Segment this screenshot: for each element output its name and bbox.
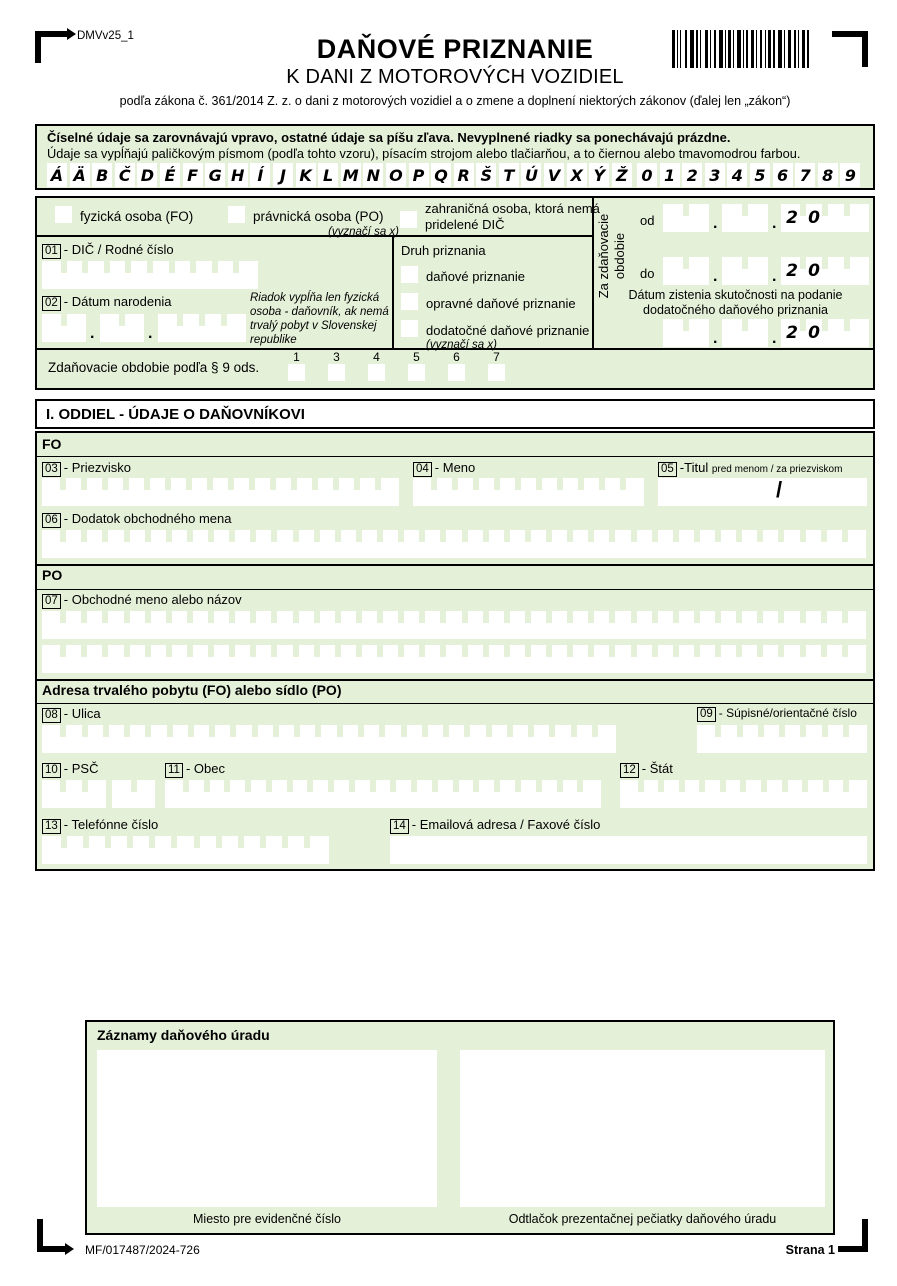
field02-note: Riadok vypĺňa len fyzická osoba - daňovník, ak nemá trvalý pobyt v Slovenskej republike [250,292,389,346]
corrective-declaration-checkbox[interactable] [401,293,418,310]
field01-label: 01 - DIČ / Rodné číslo [42,242,174,259]
field02-month-input[interactable] [100,314,144,342]
sample-char-cell: 8 [818,163,838,187]
field10-label: 10 - PSČ [42,761,98,778]
char-cell[interactable] [134,780,156,808]
field01-number: 01 [42,244,61,259]
sample-char-cell: F [183,163,203,187]
field12-number: 12 [620,763,639,778]
year-prefill-0: 0 [803,257,825,285]
p9-checkbox-6[interactable] [448,364,465,381]
char-cell[interactable] [224,314,246,342]
field07-input-row1[interactable] [42,611,866,639]
char-cell[interactable] [236,261,258,289]
declaration-option2: opravné daňové priznanie [426,296,576,311]
char-cell[interactable] [845,611,866,639]
char-cell[interactable] [847,319,869,347]
po-note: (vyznačí sa x) [328,226,399,238]
fo-checkbox[interactable] [55,206,72,223]
p9-checkbox-1[interactable] [288,364,305,381]
divider [37,679,873,681]
p9-number-1: 1 [293,350,300,364]
sample-letters [47,163,632,187]
p9-number-6: 6 [453,350,460,364]
field11-number: 11 [165,763,183,778]
period-to-year[interactable] [781,257,869,285]
char-cell[interactable] [745,257,768,285]
char-cell[interactable] [64,314,86,342]
records-area-right [460,1050,825,1207]
field02-day-input[interactable] [42,314,86,342]
fo-label: fyzická osoba (FO) [80,209,194,224]
p9-number-5: 5 [413,350,420,364]
field10-input-part1[interactable] [42,780,106,808]
discovery-date-note-line2: dodatočného daňového priznania [643,303,828,317]
instruction-box [35,124,875,190]
fo-header: FO [42,436,62,452]
period-9-label: Zdaňovacie obdobie podľa § 9 ods. [48,360,260,375]
section1-heading-band [35,399,875,429]
field13-input[interactable] [42,836,329,864]
period-to-month[interactable] [722,257,768,285]
field11-label: 11 - Obec [165,761,225,778]
records-title: Záznamy daňového úradu [97,1027,270,1043]
char-cell[interactable] [686,204,709,232]
period-from-label: od [640,213,655,228]
date-dot: . [772,215,777,232]
year-prefill-0: 0 [803,204,825,232]
field13-number: 13 [42,819,61,834]
form-code: DMVv25_1 [77,30,134,42]
law-line: podľa zákona č. 361/2014 Z. z. o dani z motorových vozidiel a o zmene a doplnení niektorých zákonov (ďalej len „zákon“) [119,94,791,108]
sample-char-cell: É [160,163,180,187]
sample-char-cell: D [137,163,157,187]
sample-char-cell: M [341,163,361,187]
field12-label: 12 - Štát [620,761,673,778]
char-cell[interactable] [845,645,866,673]
discovery-date-note-line1: Dátum zistenia skutočnosti na podanie [628,288,843,302]
field14-input[interactable] [390,836,867,864]
char-cell[interactable] [580,780,601,808]
char-cell[interactable] [686,257,709,285]
divider [37,564,873,566]
field03-input[interactable] [42,478,399,506]
records-caption-right: Odtlačok prezentačnej pečiatky daňového úradu [508,1212,777,1226]
declaration-note: (vyznačí sa x) [426,339,497,351]
p9-checkbox-4[interactable] [368,364,385,381]
foreign-label-line2: pridelené DIČ [425,217,505,232]
period-to-label: do [640,266,655,281]
field04-input[interactable] [413,478,644,506]
date-dot: . [713,330,718,347]
tax-period-vertical-label: Za zdaňovacie obdobie [596,213,627,299]
p9-number-7: 7 [493,350,500,364]
declaration-type-title: Druh priznania [401,243,486,258]
divider [37,703,873,704]
p9-number-4: 4 [373,350,380,364]
records-area-left [97,1050,437,1207]
char-cell[interactable] [686,319,709,347]
sample-char-cell: T [499,163,519,187]
declaration-checkbox[interactable] [401,266,418,283]
sample-char-cell: P [409,163,429,187]
sample-char-cell: Í [250,163,270,187]
field08-input[interactable] [42,725,616,753]
char-cell[interactable] [745,319,768,347]
field10-number: 10 [42,763,61,778]
date-dot: . [772,268,777,285]
discovery-month[interactable] [722,319,768,347]
sample-char-cell: X [567,163,587,187]
field09-input[interactable] [697,725,867,753]
discovery-year[interactable] [781,319,869,347]
char-cell[interactable] [845,530,866,558]
year-prefill-2: 2 [786,323,798,343]
sample-char-cell: Ý [589,163,609,187]
field11-input[interactable] [165,780,601,808]
char-cell[interactable] [307,836,329,864]
sample-char-cell: B [92,163,112,187]
field02-number: 02 [42,296,61,311]
year-prefill-2: 2 [786,208,798,228]
address-header: Adresa trvalého pobytu (FO) alebo sídlo (PO) [42,682,342,698]
field09-label: 09 - Súpisné/orientačné číslo [697,706,857,722]
instruction-line1: Číselné údaje sa zarovnávajú vpravo, ostatné údaje sa píšu zľava. Nevyplnené riadky sa ponechávajú prázdne. [47,130,731,145]
titul-slash: / [776,477,783,502]
sample-char-cell: 5 [750,163,770,187]
sample-char-cell: L [318,163,338,187]
field05-sublabel: pred menom / za priezviskom [711,464,843,475]
foreign-checkbox[interactable] [400,211,417,228]
field03-label: 03 - Priezvisko [42,460,131,477]
sample-char-cell: 1 [660,163,680,187]
instruction-line2: Údaje sa vypĺňajú paličkovým písmom (podľa tohto vzoru), písacím strojom alebo tlačiarňou, a to čiernou alebo tmavomodrou farbou. [47,146,801,161]
field14-label: 14 - Emailová adresa / Faxové číslo [390,817,600,834]
date-dot: . [713,215,718,232]
tax-office-records-box [85,1020,835,1235]
field09-number: 09 [697,707,716,722]
field05-number: 05 [658,462,677,477]
p9-checkbox-7[interactable] [488,364,505,381]
field06-number: 06 [42,513,61,528]
p9-number-3: 3 [333,350,340,364]
foreign-label-line1: zahraničná osoba, ktorá nemá [425,201,600,216]
sample-char-cell: J [273,163,293,187]
p9-checkbox-3[interactable] [328,364,345,381]
records-caption-left: Miesto pre evidenčné číslo [193,1212,341,1226]
date-dot: . [90,325,95,342]
field07-number: 07 [42,594,61,609]
date-dot: . [148,325,153,342]
field12-input[interactable] [620,780,867,808]
sample-char-cell: Á [47,163,67,187]
field08-label: 08 - Ulica [42,706,101,723]
po-checkbox[interactable] [228,206,245,223]
date-dot: . [772,330,777,347]
char-cell[interactable] [85,780,106,808]
char-cell[interactable] [745,204,768,232]
period-to-day[interactable] [663,257,709,285]
sample-char-cell: O [386,163,406,187]
char-cell[interactable] [122,314,144,342]
char-cell[interactable] [595,725,616,753]
sample-char-cell: G [205,163,225,187]
field07-input-row2[interactable] [42,645,866,673]
page-title: DAŇOVÉ PRIZNANIE [316,34,594,64]
supplementary-declaration-checkbox[interactable] [401,320,418,337]
field04-label: 04 - Meno [413,460,475,477]
field14-number: 14 [390,819,409,834]
char-cell[interactable] [846,780,867,808]
footer-page-number: Strana 1 [785,1243,835,1257]
field06-label: 06 - Dodatok obchodného mena [42,511,231,528]
char-cell[interactable] [847,257,869,285]
po-header: PO [42,567,63,583]
field05-label: 05 -Titul pred menom / za priezviskom [658,460,842,477]
sample-char-cell: H [228,163,248,187]
divider [37,456,873,457]
sample-char-cell: Ú [521,163,541,187]
divider [592,198,594,348]
footer-form-id: MF/017487/2024-726 [85,1243,200,1257]
divider [37,589,873,590]
field10-input-part2[interactable] [112,780,155,808]
char-cell[interactable] [847,204,869,232]
sample-char-cell: Š [476,163,496,187]
date-dot: . [713,268,718,285]
sample-char-cell: 0 [637,163,657,187]
sample-char-cell: K [296,163,316,187]
sample-char-cell: Q [431,163,451,187]
field02-label: 02 - Dátum narodenia [42,294,171,311]
field02-year-input[interactable] [158,314,246,342]
sample-char-cell: R [454,163,474,187]
sample-char-cell: N [363,163,383,187]
barcode [672,30,812,68]
field05-input[interactable] [658,478,867,506]
section1-heading: I. ODDIEL - ÚDAJE O DAŇOVNÍKOVI [46,406,305,423]
sample-char-cell: Č [115,163,135,187]
sample-char-cell: 9 [840,163,860,187]
field01-input[interactable] [42,261,258,289]
field03-number: 03 [42,462,61,477]
field06-input[interactable] [42,530,866,558]
field08-number: 08 [42,708,61,723]
period-from-year[interactable] [781,204,869,232]
sample-char-cell: Ž [612,163,632,187]
sample-char-cell: V [544,163,564,187]
declaration-option1: daňové priznanie [426,269,526,284]
char-cell[interactable] [846,725,867,753]
year-prefill-0: 0 [803,319,825,347]
discovery-day[interactable] [663,319,709,347]
char-cell[interactable] [378,478,399,506]
field04-number: 04 [413,462,432,477]
field07-label: 07 - Obchodné meno alebo názov [42,592,242,609]
period-from-month[interactable] [722,204,768,232]
sample-char-cell: 3 [705,163,725,187]
sample-char-cell: Ä [70,163,90,187]
p9-checkbox-5[interactable] [408,364,425,381]
page-subtitle: K DANI Z MOTOROVÝCH VOZIDIEL [286,66,624,88]
period-from-day[interactable] [663,204,709,232]
sample-char-cell: 4 [727,163,747,187]
sample-char-cell: 7 [795,163,815,187]
divider [392,236,394,348]
declaration-option3: dodatočné daňové priznanie [426,323,590,338]
year-prefill-2: 2 [786,261,798,281]
po-label: právnická osoba (PO) [253,209,384,224]
char-cell[interactable] [623,478,644,506]
sample-char-cell: 2 [682,163,702,187]
field13-label: 13 - Telefónne číslo [42,817,158,834]
sample-digits [637,163,860,187]
sample-char-cell: 6 [773,163,793,187]
